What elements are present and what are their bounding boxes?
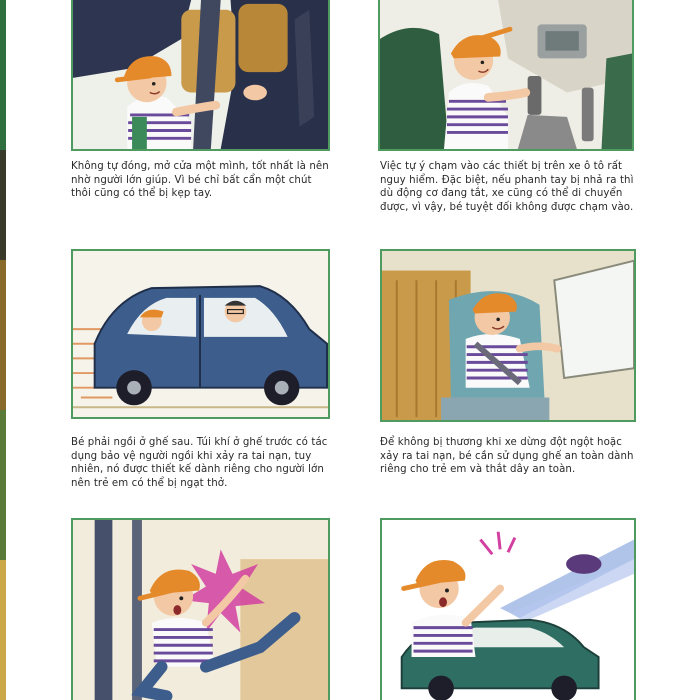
illustration-panel-6 bbox=[380, 518, 636, 700]
caption-panel-3: Bé phải ngồi ở ghế sau. Túi khí ở ghế trước có tác dụng bảo vệ người ngồi khi xảy ra tai nạn, tuy nhiên, nó được thiết kế dành riêng cho người lớn nên trẻ em có thể bị ngạt thở. bbox=[71, 437, 328, 489]
page-edge-strip bbox=[0, 0, 6, 700]
illustration-panel-3 bbox=[71, 249, 330, 419]
illustration-panel-1 bbox=[71, 0, 330, 151]
caption-panel-1: Không tự đóng, mở cửa một mình, tốt nhất là nên nhờ người lớn giúp. Vì bé chỉ bất cẩn một chút thôi cũng có thể bị kẹp tay. bbox=[71, 161, 329, 199]
illustration-panel-5 bbox=[71, 518, 330, 700]
illustration-panel-2 bbox=[378, 0, 634, 151]
illustration-panel-4 bbox=[380, 249, 636, 422]
caption-panel-2: Việc tự ý chạm vào các thiết bị trên xe ô tô rất nguy hiểm. Đặc biệt, nếu phanh tay bị nhả ra thì dù động cơ đang tắt, xe cũng có thể di chuyển được, vì vậy, bé tuyệt đối không được chạm vào. bbox=[380, 161, 634, 213]
caption-panel-4: Để không bị thương khi xe dừng đột ngột hoặc xảy ra tai nạn, bé cần sử dụng ghế an toàn dành riêng cho trẻ em và thắt dây an toàn. bbox=[380, 437, 634, 475]
